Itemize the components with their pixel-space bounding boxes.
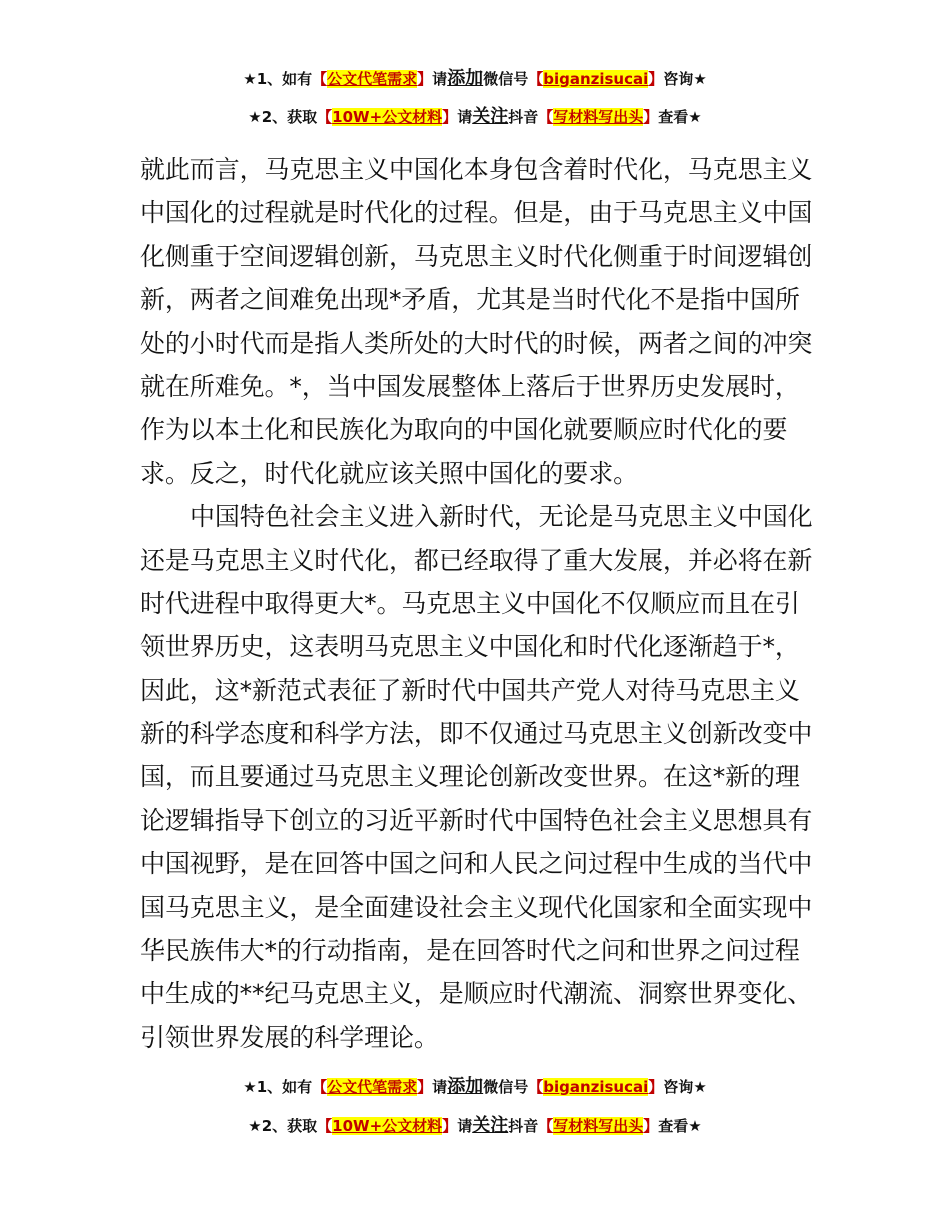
notice-mid: 请 bbox=[432, 1078, 448, 1096]
document-body bbox=[140, 148, 820, 1059]
bracket-close: 】 bbox=[417, 70, 433, 88]
text-line: 就在所难免。*，当中国发展整体上落后于世界历史发展时， bbox=[140, 371, 800, 401]
bracket-open: 【 bbox=[317, 1117, 333, 1135]
notice-mid-b: 微信号 bbox=[483, 70, 529, 88]
bracket-close: 】 bbox=[643, 108, 659, 126]
notice-mid: 请 bbox=[457, 108, 473, 126]
text-line: 就此而言，马克思主义中国化本身包含着时代化，马克思主义 bbox=[140, 155, 813, 184]
text-line: 中国视野，是在回答中国之问和人民之问过程中生成的当代中 bbox=[140, 849, 813, 879]
bracket-open: 【 bbox=[312, 70, 328, 88]
paragraph-1 bbox=[140, 148, 820, 495]
highlight-douyin-account[interactable]: 写材料写出头 bbox=[553, 1117, 644, 1135]
text-line: 时代进程中取得更大*。马克思主义中国化不仅顺应而且在引 bbox=[140, 588, 800, 618]
bracket-close: 】 bbox=[648, 1078, 664, 1096]
notice-suffix: 查看 bbox=[658, 108, 689, 126]
notice-mid-b: 抖音 bbox=[508, 1117, 539, 1135]
bracket-open: 【 bbox=[317, 108, 333, 126]
star-icon: ★ bbox=[243, 70, 257, 88]
text-line: 还是马克思主义时代化，都已经取得了重大发展，并必将在新 bbox=[140, 545, 813, 575]
bracket-open: 【 bbox=[528, 70, 544, 88]
star-icon: ★ bbox=[248, 1117, 262, 1135]
bracket-close: 】 bbox=[648, 70, 664, 88]
footer-notice-consult bbox=[0, 1077, 950, 1097]
text-line: 国马克思主义，是全面建设社会主义现代化国家和全面实现中 bbox=[140, 892, 813, 922]
highlight-wechat-id[interactable]: biganzisucai bbox=[543, 70, 649, 88]
notice-prefix: 2、获取 bbox=[261, 108, 318, 126]
text-line: 化侧重于空间逻辑创新，马克思主义时代化侧重于时间逻辑创 bbox=[140, 241, 813, 271]
bracket-close: 】 bbox=[442, 1117, 458, 1135]
star-icon: ★ bbox=[243, 1078, 257, 1096]
bracket-open: 【 bbox=[528, 1078, 544, 1096]
text-line: 新的科学态度和科学方法，即不仅通过马克思主义创新改变中 bbox=[140, 719, 813, 749]
text-line: 领世界历史，这表明马克思主义中国化和时代化逐渐趋于*， bbox=[140, 632, 800, 662]
star-icon: ★ bbox=[688, 108, 702, 126]
footer-notice-materials bbox=[0, 1116, 950, 1136]
highlight-materials: 10W+公文材料 bbox=[332, 108, 443, 126]
notice-suffix: 咨询 bbox=[663, 70, 694, 88]
star-icon: ★ bbox=[248, 108, 262, 126]
text-line: 因此，这*新范式表征了新时代中国共产党人对待马克思主义 bbox=[140, 675, 800, 705]
paragraph-2 bbox=[140, 495, 820, 1059]
bracket-close: 】 bbox=[442, 108, 458, 126]
notice-emphasis: 添加 bbox=[447, 68, 484, 89]
notice-emphasis: 添加 bbox=[447, 1076, 484, 1097]
notice-mid-b: 微信号 bbox=[483, 1078, 529, 1096]
text-line: 中国特色社会主义进入新时代，无论是马克思主义中国化 bbox=[190, 502, 813, 532]
text-line: 求。反之，时代化就应该关照中国化的要求。 bbox=[140, 458, 639, 488]
text-line: 论逻辑指导下创立的习近平新时代中国特色社会主义思想具有 bbox=[140, 805, 813, 835]
highlight-ghostwriting: 公文代笔需求 bbox=[327, 70, 418, 88]
notice-suffix: 查看 bbox=[658, 1117, 689, 1135]
bracket-open: 【 bbox=[312, 1078, 328, 1096]
highlight-douyin-account[interactable]: 写材料写出头 bbox=[553, 108, 644, 126]
star-icon: ★ bbox=[693, 1078, 707, 1096]
notice-emphasis: 关注 bbox=[472, 1115, 509, 1136]
bracket-open: 【 bbox=[538, 108, 554, 126]
text-line: 华民族伟大*的行动指南，是在回答时代之问和世界之问过程 bbox=[140, 936, 800, 966]
star-icon: ★ bbox=[693, 70, 707, 88]
text-line: 引领世界发展的科学理论。 bbox=[140, 1022, 439, 1052]
highlight-wechat-id[interactable]: biganzisucai bbox=[543, 1078, 649, 1096]
header-notice-consult bbox=[0, 69, 950, 89]
notice-emphasis: 关注 bbox=[472, 106, 509, 127]
text-line: 处的小时代而是指人类所处的大时代的时候，两者之间的冲突 bbox=[140, 328, 813, 358]
text-line: 中生成的**纪马克思主义，是顺应时代潮流、洞察世界变化、 bbox=[140, 979, 813, 1009]
highlight-ghostwriting: 公文代笔需求 bbox=[327, 1078, 418, 1096]
bracket-close: 】 bbox=[643, 1117, 659, 1135]
text-line: 作为以本土化和民族化为取向的中国化就要顺应时代化的要 bbox=[140, 415, 788, 445]
bracket-close: 】 bbox=[417, 1078, 433, 1096]
notice-prefix: 2、获取 bbox=[261, 1117, 318, 1135]
highlight-materials: 10W+公文材料 bbox=[332, 1117, 443, 1135]
notice-prefix: 1、如有 bbox=[256, 1078, 313, 1096]
notice-mid: 请 bbox=[432, 70, 448, 88]
notice-suffix: 咨询 bbox=[663, 1078, 694, 1096]
notice-mid: 请 bbox=[457, 1117, 473, 1135]
notice-mid-b: 抖音 bbox=[508, 108, 539, 126]
text-line: 新，两者之间难免出现*矛盾，尤其是当时代化不是指中国所 bbox=[140, 285, 800, 315]
notice-prefix: 1、如有 bbox=[256, 70, 313, 88]
header-notice-materials bbox=[0, 107, 950, 127]
star-icon: ★ bbox=[688, 1117, 702, 1135]
text-line: 中国化的过程就是时代化的过程。但是，由于马克思主义中国 bbox=[140, 198, 813, 228]
bracket-open: 【 bbox=[538, 1117, 554, 1135]
text-line: 国，而且要通过马克思主义理论创新改变世界。在这*新的理 bbox=[140, 762, 800, 792]
